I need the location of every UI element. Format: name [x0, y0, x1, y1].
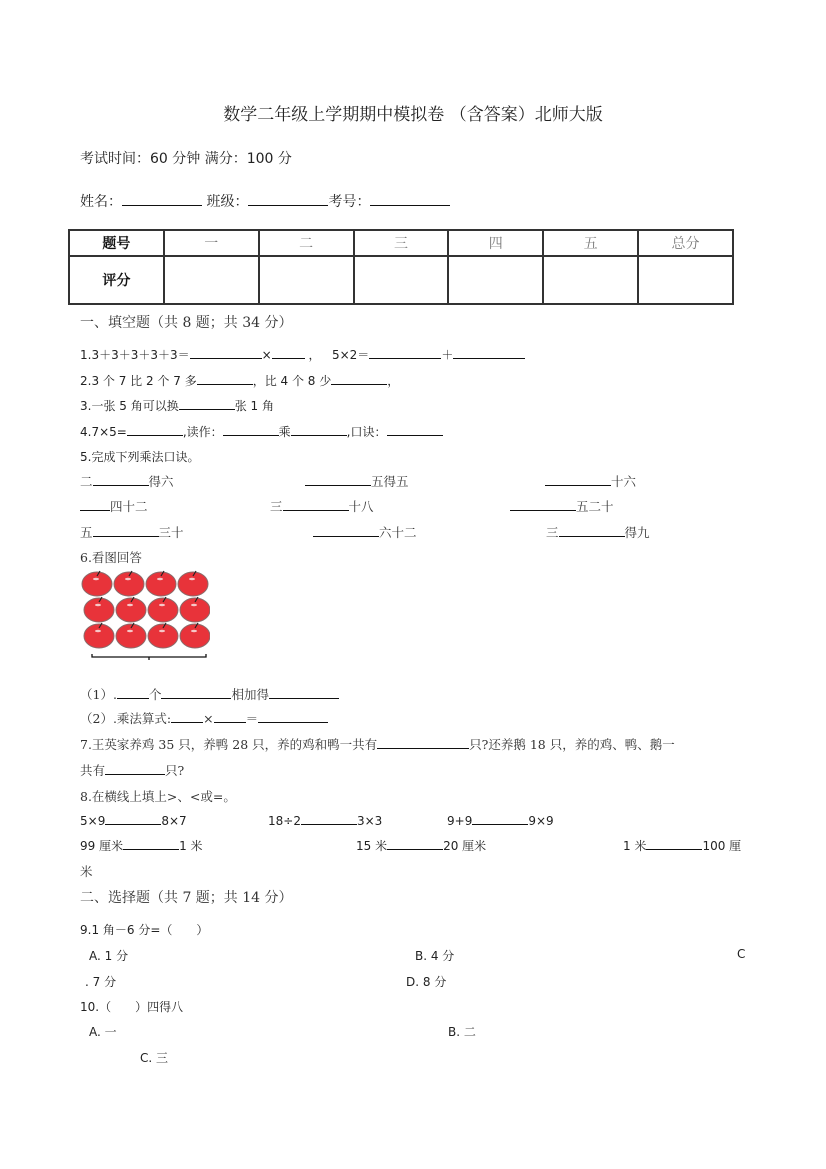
- q5-item-pre: 三: [546, 525, 559, 540]
- question-4: [80, 423, 443, 440]
- q5-item-pre: 三: [270, 499, 283, 514]
- name-field[interactable]: [122, 193, 202, 206]
- q2-text-a: 2.3 个 7 比 2 个 7 多: [80, 374, 197, 388]
- question-number-label: 题号: [69, 230, 164, 256]
- q8-left: 1 米: [623, 839, 647, 853]
- q5-item: [545, 472, 636, 490]
- q4-blank-1[interactable]: [127, 423, 183, 436]
- q6-sub-1: [80, 685, 339, 703]
- question-8-prompt: 8.在横线上填上>、<或=。: [80, 789, 236, 804]
- question-7-line-2: [80, 761, 184, 779]
- q6-blank-3[interactable]: [269, 686, 339, 699]
- q2-blank-2[interactable]: [331, 372, 387, 385]
- q8-item: [447, 812, 554, 828]
- q5-item-post: 得六: [148, 474, 174, 489]
- q8-left: 9+9: [447, 814, 473, 828]
- student-fields: [80, 191, 450, 211]
- q8-blank[interactable]: [105, 812, 161, 825]
- score-table: [68, 229, 734, 305]
- q5-item-pre: 五: [80, 525, 93, 540]
- score-cell-total[interactable]: [638, 256, 733, 304]
- q5-blank[interactable]: [305, 473, 371, 486]
- q10-option-b[interactable]: B. 二: [448, 1025, 476, 1039]
- q8-blank[interactable]: [646, 837, 702, 850]
- q1-plus: ＋: [441, 348, 454, 362]
- score-cell-2[interactable]: [259, 256, 354, 304]
- q6-sub1-label: （1）.: [80, 687, 117, 702]
- q5-item: [80, 472, 174, 490]
- question-6-prompt: 6.看图回答: [80, 550, 142, 565]
- question-9-prompt: 9.1 角－6 分=（ ）: [80, 923, 209, 937]
- column-5: 五: [543, 230, 638, 256]
- q6-sub2-label: （2）.乘法算式:: [80, 711, 172, 726]
- q5-item-pre: 二: [80, 474, 93, 489]
- q8-left: 15 米: [356, 839, 388, 853]
- q7-blank-2[interactable]: [105, 762, 165, 775]
- q5-item-post: 十六: [611, 474, 637, 489]
- apples-picture: [80, 570, 210, 662]
- q4-blank-2[interactable]: [223, 423, 279, 436]
- score-label: 评分: [69, 256, 164, 304]
- q4-blank-3[interactable]: [291, 423, 347, 436]
- name-label: 姓名：: [80, 194, 122, 210]
- exam-number-field[interactable]: [370, 193, 450, 206]
- q5-blank[interactable]: [93, 473, 149, 486]
- score-cell-5[interactable]: [543, 256, 638, 304]
- q3-text-a: 3.一张 5 角可以换: [80, 399, 179, 413]
- q1-text-b: 5×2＝: [331, 348, 370, 362]
- q7-text-b: 只?还养鹅 18 只，养的鸡、鸭、鹅一: [469, 737, 675, 752]
- question-2: [80, 372, 399, 389]
- q1-blank-2[interactable]: [272, 346, 305, 359]
- q9-option-c-head[interactable]: C: [737, 947, 746, 961]
- q8-blank[interactable]: [472, 812, 528, 825]
- q6-sub2-times: ×: [203, 711, 214, 726]
- q6-sub1-mid1: 个: [148, 687, 162, 702]
- apple-icon: [146, 571, 176, 596]
- q5-item: [546, 523, 650, 541]
- q3-text-b: 张 1 角: [234, 399, 274, 413]
- score-cell-3[interactable]: [354, 256, 449, 304]
- column-1: 一: [164, 230, 259, 256]
- document-title: 数学二年级上学期期中模拟卷 （含答案）北师大版: [223, 105, 603, 125]
- apple-icon: [178, 571, 208, 596]
- q9-option-b[interactable]: B. 4 分: [415, 949, 455, 963]
- q6-blank-1[interactable]: [117, 686, 149, 699]
- q4-blank-4[interactable]: [387, 423, 443, 436]
- class-label: 班级：: [206, 194, 249, 210]
- apple-icon: [84, 597, 114, 622]
- q3-blank[interactable]: [179, 397, 235, 410]
- q5-item: [80, 497, 148, 515]
- question-5-prompt: 5.完成下列乘法口诀。: [80, 450, 200, 464]
- score-table-score-row: [69, 256, 733, 304]
- question-10-prompt: 10.（ ）四得八: [80, 1000, 184, 1014]
- q8-right: 9×9: [528, 814, 554, 828]
- q5-item-post: 五二十: [576, 499, 614, 514]
- q5-blank[interactable]: [93, 524, 159, 537]
- q8-item: [80, 812, 187, 828]
- q2-blank-1[interactable]: [197, 372, 253, 385]
- q7-blank-1[interactable]: [377, 736, 469, 749]
- question-1: [80, 346, 525, 363]
- q8-right: 20 厘米: [443, 839, 487, 853]
- score-table-header-row: [69, 230, 733, 256]
- apple-icon: [114, 571, 144, 596]
- apple-icon: [148, 623, 178, 648]
- q7-text-d: 只?: [165, 763, 185, 778]
- q6-sub1-mid2: 相加得: [231, 687, 269, 702]
- q6-blank-4[interactable]: [171, 710, 203, 723]
- apple-icon: [148, 597, 178, 622]
- q5-blank[interactable]: [313, 524, 379, 537]
- q5-item: [510, 497, 614, 515]
- q1-blank-3[interactable]: [369, 346, 441, 359]
- q5-item-post: 四十二: [110, 499, 148, 514]
- q8-blank[interactable]: [123, 837, 179, 850]
- q5-blank[interactable]: [545, 473, 611, 486]
- q9-option-a[interactable]: A. 1 分: [89, 949, 129, 963]
- q5-item-post: 三十: [158, 525, 184, 540]
- q4-text-b: ,读作：: [182, 425, 223, 439]
- q8-item: [80, 837, 203, 854]
- q5-item: [80, 523, 184, 541]
- apple-icon: [180, 597, 210, 622]
- q6-sub-2: [80, 709, 328, 727]
- q8-right: 1 米: [179, 839, 203, 853]
- q5-item-post: 十八: [348, 499, 374, 514]
- q8-right: 3×3: [356, 814, 383, 828]
- number-label: 考号：: [328, 194, 371, 210]
- q9-option-d[interactable]: D. 8 分: [406, 975, 447, 989]
- q1-times: ×: [261, 348, 272, 362]
- q10-option-a[interactable]: A. 一: [89, 1025, 117, 1039]
- q4-text-c: 乘: [278, 425, 291, 439]
- score-cell-1[interactable]: [164, 256, 259, 304]
- q5-blank[interactable]: [559, 524, 625, 537]
- apple-icon: [116, 597, 146, 622]
- column-4: 四: [448, 230, 543, 256]
- section1-heading: 一、填空题（共 8 题；共 34 分）: [80, 315, 293, 331]
- q8-right: 8×7: [161, 814, 187, 828]
- q8-item: [268, 812, 382, 828]
- q5-blank[interactable]: [283, 498, 349, 511]
- q6-blank-5[interactable]: [214, 710, 246, 723]
- q8-right: 100 厘: [702, 839, 742, 853]
- column-2: 二: [259, 230, 354, 256]
- q10-option-c[interactable]: C. 三: [140, 1051, 169, 1065]
- apple-icon: [82, 571, 112, 596]
- q8-left: 99 厘米: [80, 839, 124, 853]
- q8-left: 5×9: [80, 814, 106, 828]
- section2-heading: 二、选择题（共 7 题；共 14 分）: [80, 890, 293, 906]
- apple-icon: [180, 623, 210, 648]
- q4-text-a: 4.7×5=: [80, 425, 127, 439]
- q2-text-b: ，比 4 个 8 少: [252, 374, 332, 388]
- q5-blank[interactable]: [510, 498, 576, 511]
- q8-item: [356, 837, 486, 854]
- q5-blank[interactable]: [80, 498, 110, 511]
- q5-item-post: 六十二: [379, 525, 417, 540]
- brace-icon: [92, 654, 206, 660]
- q9-option-c-tail[interactable]: . 7 分: [85, 975, 117, 989]
- q5-item-post: 得九: [624, 525, 650, 540]
- q1-comma: ，: [308, 348, 321, 362]
- q1-text-a: 1.3＋3＋3＋3＋3＝: [80, 348, 190, 362]
- class-field[interactable]: [248, 193, 328, 206]
- q6-blank-2[interactable]: [161, 686, 231, 699]
- q5-item: [305, 472, 409, 490]
- score-cell-4[interactable]: [448, 256, 543, 304]
- q5-item-post: 五得五: [371, 474, 409, 489]
- q1-blank-4[interactable]: [453, 346, 525, 359]
- q8-wrap-text: 米: [80, 864, 93, 879]
- q8-blank[interactable]: [387, 837, 443, 850]
- column-3: 三: [354, 230, 449, 256]
- q8-blank[interactable]: [301, 812, 357, 825]
- column-total: 总分: [638, 230, 733, 256]
- q6-sub2-equals: ＝: [245, 711, 259, 726]
- apple-icon: [116, 623, 146, 648]
- q4-text-d: ,口诀：: [346, 425, 387, 439]
- q7-text-c: 共有: [80, 763, 106, 778]
- q5-item: [313, 523, 417, 541]
- q8-item: [623, 837, 741, 854]
- q2-end: ，: [387, 374, 400, 388]
- apple-icon: [84, 623, 114, 648]
- question-3: [80, 397, 274, 414]
- question-7-line-1: [80, 735, 675, 753]
- exam-info: 考试时间：60 分钟 满分：100 分: [80, 151, 292, 167]
- q6-blank-6[interactable]: [258, 710, 328, 723]
- q8-left: 18÷2: [268, 814, 301, 828]
- q5-item: [270, 497, 374, 515]
- q7-text-a: 7.王英家养鸡 35 只，养鸭 28 只，养的鸡和鸭一共有: [80, 737, 378, 752]
- q1-blank-1[interactable]: [190, 346, 262, 359]
